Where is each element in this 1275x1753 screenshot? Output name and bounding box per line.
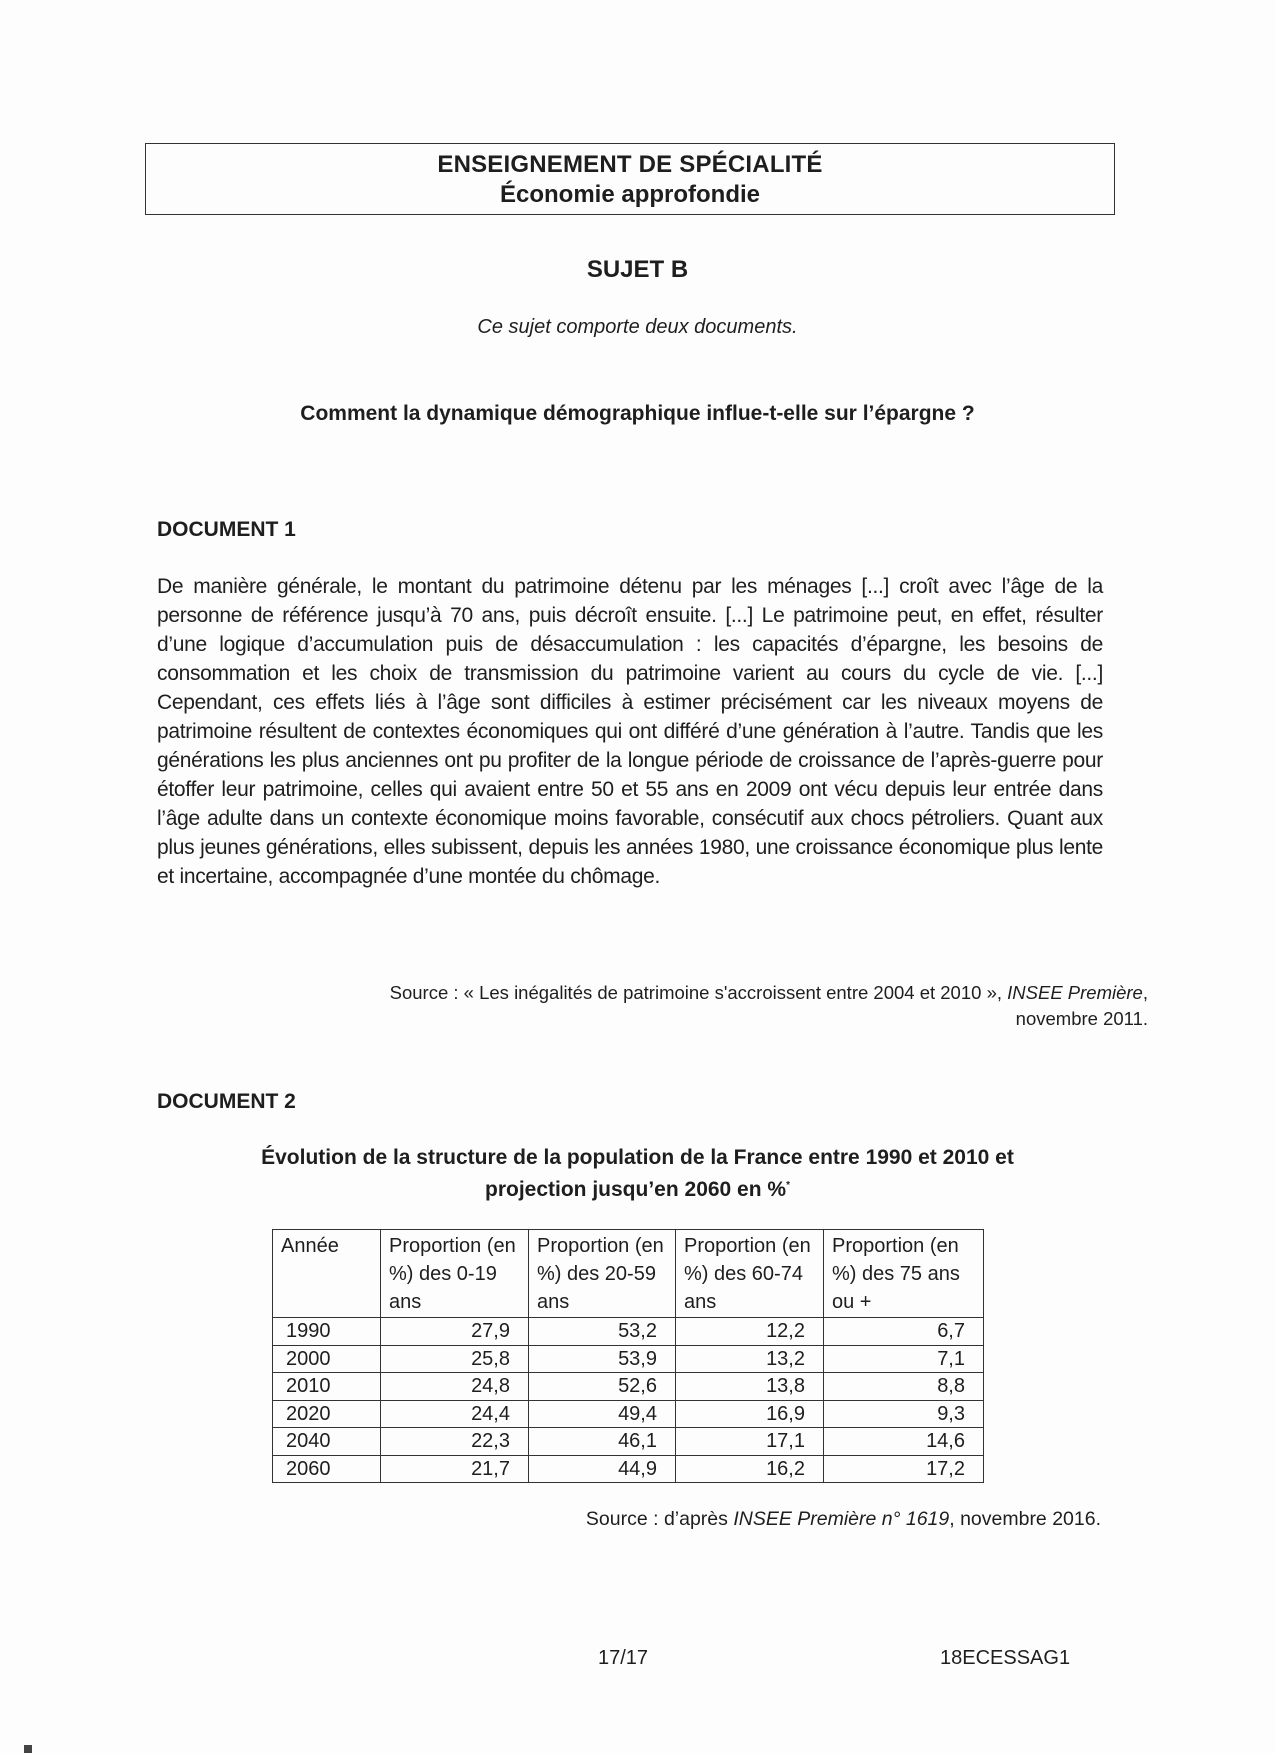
cell-value: 25,8: [381, 1345, 529, 1373]
cell-value: 24,8: [381, 1373, 529, 1401]
population-table: [272, 1229, 984, 1483]
cell-value: 16,2: [676, 1455, 824, 1483]
cell-value: 13,8: [676, 1373, 824, 1401]
table-title-line2: projection jusqu’en 2060 en %: [485, 1178, 787, 1201]
document1-source: [157, 980, 1148, 1032]
cell-year: 2060: [273, 1455, 381, 1483]
cell-year: 2020: [273, 1400, 381, 1428]
header-60-74: Proportion (en %) des 60-74 ans: [676, 1230, 824, 1318]
subject-intro: Ce sujet comporte deux documents.: [477, 316, 798, 338]
cell-value: 49,4: [529, 1400, 676, 1428]
document1-title: DOCUMENT 1: [157, 518, 296, 541]
cell-value: 17,2: [824, 1455, 984, 1483]
cell-value: 27,9: [381, 1318, 529, 1346]
exam-code: 18ECESSAG1: [940, 1647, 1071, 1669]
cell-value: 22,3: [381, 1428, 529, 1456]
scan-mark: [24, 1745, 32, 1753]
cell-value: 46,1: [529, 1428, 676, 1456]
table-title-line1: Évolution de la structure de la population de la France entre 1990 et 2010 et: [261, 1146, 1014, 1169]
table-title-mark: *: [786, 1180, 790, 1191]
document2-source: [157, 1508, 1101, 1531]
cell-year: 2000: [273, 1345, 381, 1373]
table-title: [0, 1144, 1275, 1204]
table-row: [273, 1318, 984, 1346]
cell-value: 53,9: [529, 1345, 676, 1373]
subject-title: SUJET B: [586, 256, 689, 283]
cell-value: 6,7: [824, 1318, 984, 1346]
table-row: [273, 1345, 984, 1373]
table-row: [273, 1400, 984, 1428]
cell-value: 44,9: [529, 1455, 676, 1483]
table-row: [273, 1455, 984, 1483]
cell-value: 24,4: [381, 1400, 529, 1428]
header-subtitle: Économie approfondie: [499, 181, 760, 208]
table-row: [273, 1428, 984, 1456]
document2-title: DOCUMENT 2: [157, 1090, 296, 1113]
cell-value: 9,3: [824, 1400, 984, 1428]
cell-value: 52,6: [529, 1373, 676, 1401]
cell-value: 12,2: [676, 1318, 824, 1346]
source-date: novembre 2011.: [1015, 1008, 1148, 1029]
header-title: ENSEIGNEMENT DE SPÉCIALITÉ: [437, 151, 823, 178]
cell-value: 21,7: [381, 1455, 529, 1483]
table-header-row: [273, 1230, 984, 1318]
subject-question: Comment la dynamique démographique influe-t-elle sur l’épargne ?: [300, 402, 975, 425]
cell-value: 17,1: [676, 1428, 824, 1456]
header-box: [145, 143, 1115, 215]
source-publication: INSEE Première n° 1619: [733, 1508, 950, 1530]
source-publication: INSEE Première: [1007, 982, 1143, 1003]
cell-year: 1990: [273, 1318, 381, 1346]
header-year: Année: [273, 1230, 381, 1318]
cell-value: 8,8: [824, 1373, 984, 1401]
cell-value: 13,2: [676, 1345, 824, 1373]
cell-year: 2010: [273, 1373, 381, 1401]
header-75-plus: Proportion (en %) des 75 ans ou +: [824, 1230, 984, 1318]
table-row: [273, 1373, 984, 1401]
cell-value: 53,2: [529, 1318, 676, 1346]
cell-value: 14,6: [824, 1428, 984, 1456]
document1-text: De manière générale, le montant du patrimoine détenu par les ménages [...] croît avec l’âge de la personne de référence jusqu’à 70 ans, puis décroît ensuite. [...] Le patrimoine peut, en effet, résulter d’une logique d’accumulation puis de désaccumulation : les capacités d’épargne, les besoins de consommation et les choix de transmission du patrimoine varient au cours du cycle de vie. [...] Cependant, ces effets liés à l’âge sont difficiles à estimer précisément car les niveaux moyens de patrimoine résultent de contextes économiques qui ont différé d’une génération à l’autre. Tandis que les générations les plus anciennes ont pu profiter de la longue période de croissance de l’après-guerre pour étoffer leur patrimoine, celles qui avaient entre 50 et 55 ans en 2009 ont vécu depuis leur entrée dans l’âge adulte dans un contexte économique moins favorable, consécutif aux chocs pétroliers. Quant aux plus jeunes générations, elles subissent, depuis les années 1980, une croissance économique plus lente et incertaine, accompagnée d’une montée du chômage.: [157, 575, 1103, 888]
header-0-19: Proportion (en %) des 0-19 ans: [381, 1230, 529, 1318]
header-20-59: Proportion (en %) des 20-59 ans: [529, 1230, 676, 1318]
source-suffix: ,: [1142, 982, 1148, 1003]
source-suffix: , novembre 2016.: [949, 1508, 1101, 1530]
cell-value: 16,9: [676, 1400, 824, 1428]
page-number: 17/17: [598, 1647, 649, 1669]
source-prefix: Source : « Les inégalités de patrimoine s'accroissent entre 2004 et 2010 »,: [389, 982, 1008, 1003]
source-prefix: Source : d’après: [585, 1508, 734, 1530]
cell-year: 2040: [273, 1428, 381, 1456]
cell-value: 7,1: [824, 1345, 984, 1373]
